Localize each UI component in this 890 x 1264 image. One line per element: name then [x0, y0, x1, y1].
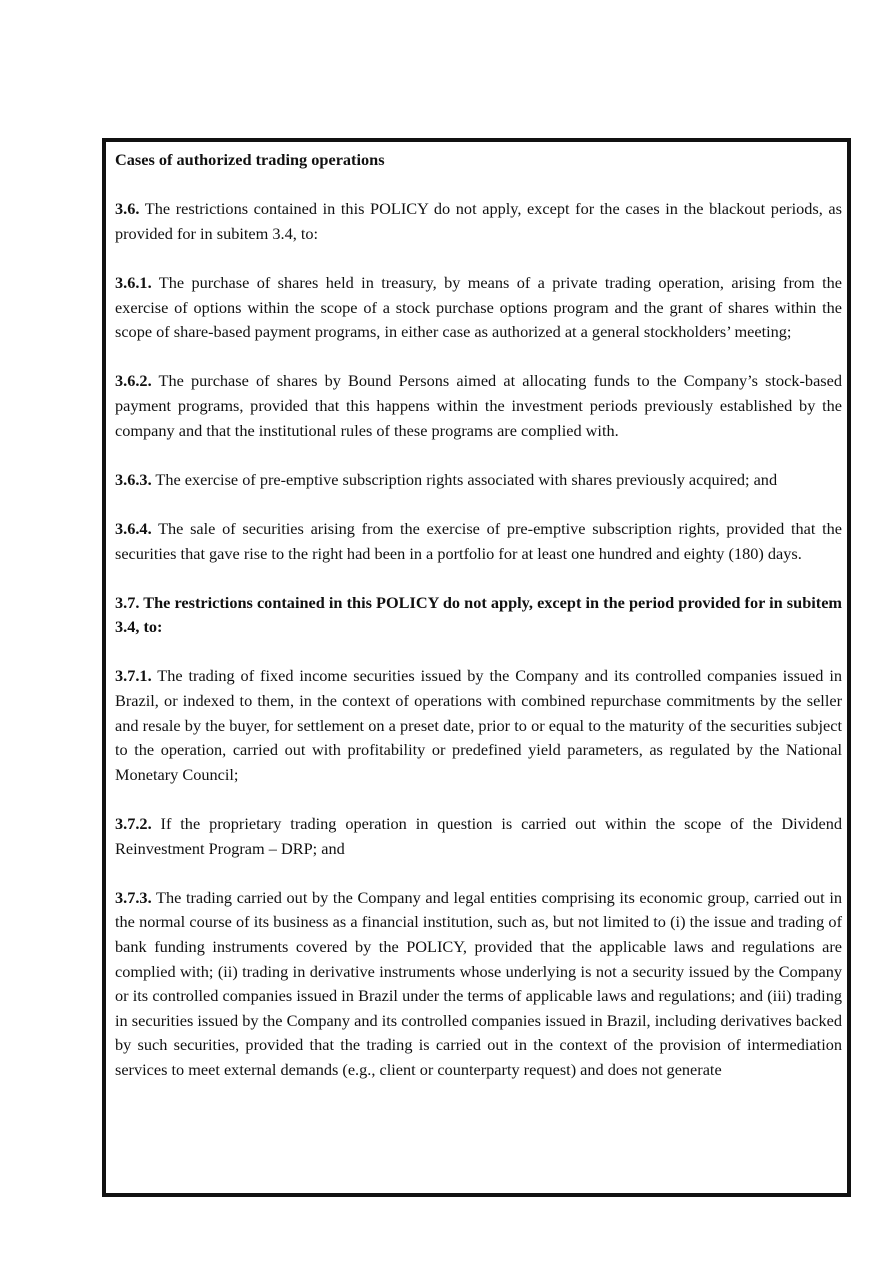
- clause-3-7-3: [115, 886, 842, 1083]
- clause-3-7: [115, 591, 842, 640]
- clause-3-7-2: [115, 812, 842, 861]
- clause-number: 3.6.2.: [115, 371, 152, 391]
- clause-text: The purchase of shares held in treasury, by means of a private trading operation, arising from the exercise of options within the scope of a stock purchase options program and the grant of shares within the scope of share-based payment programs, in either case as authorized at a general stockholders’ meeting;: [115, 272, 842, 342]
- document-body: [115, 148, 842, 1107]
- clause-3-6-1: [115, 271, 842, 345]
- clause-text: The restrictions contained in this POLICY do not apply, except in the period provided for in subitem 3.4, to:: [115, 592, 842, 637]
- clause-number: 3.6.: [115, 199, 140, 219]
- clause-3-6-3: [115, 468, 842, 493]
- clause-text: The trading of fixed income securities issued by the Company and its controlled companies issued in Brazil, or indexed to them, in the context of operations with combined repurchase commitments by the seller and resale by the buyer, for settlement on a preset date, prior to or equal to the maturity of the securities subject to the operation, carried out with profitability or predefined yield parameters, as regulated by the National Monetary Council;: [115, 666, 843, 784]
- clause-number: 3.6.1.: [115, 272, 152, 292]
- clause-text: The exercise of pre-emptive subscription rights associated with shares previously acquired; and: [155, 469, 778, 489]
- clause-3-6-4: [115, 517, 842, 566]
- clause-text: If the proprietary trading operation in question is carried out within the scope of the Dividend Reinvestment Program – DRP; and: [115, 814, 842, 858]
- clause-text: The restrictions contained in this POLICY do not apply, except for the cases in the blackout periods, as provided for in subitem 3.4, to:: [115, 199, 842, 243]
- clause-3-7-1: [115, 664, 842, 787]
- clause-number: 3.7.3.: [115, 887, 152, 907]
- clause-text: The trading carried out by the Company and legal entities comprising its economic group, carried out in the normal course of its business as a financial institution, such as, but not limited to (i) the issue and trading of bank funding instruments covered by the POLICY, provided that the applicable laws and regulations are complied with; (ii) trading in derivative instruments whose underlying is not a security issued by the Company or its controlled companies issued in Brazil under the terms of applicable laws and regulations; and (iii) trading in securities issued by the Company and its controlled companies issued in Brazil, including derivatives backed by such securities, provided that the trading is carried out in the context of the provision of intermediation services to meet external demands (e.g., client or counterparty request) and does not generate: [115, 887, 843, 1079]
- clause-number: 3.6.4.: [115, 518, 152, 538]
- clause-3-6-2: [115, 369, 842, 443]
- clause-text: The sale of securities arising from the exercise of pre-emptive subscription rights, provided that the securities that gave rise to the right had been in a portfolio for at least one hundred and eighty (180) days.: [115, 518, 842, 563]
- clause-number: 3.6.3.: [115, 469, 152, 489]
- clause-number: 3.7.: [115, 592, 140, 612]
- clause-3-6: [115, 197, 842, 246]
- clause-text: The purchase of shares by Bound Persons aimed at allocating funds to the Company’s stock-based payment programs, provided that this happens within the investment periods previously established by the company and that the institutional rules of these programs are complied with.: [115, 371, 842, 440]
- clause-number: 3.7.2.: [115, 814, 152, 834]
- section-heading: Cases of authorized trading operations: [115, 150, 385, 169]
- document-frame: [102, 138, 851, 1197]
- clause-number: 3.7.1.: [115, 666, 152, 686]
